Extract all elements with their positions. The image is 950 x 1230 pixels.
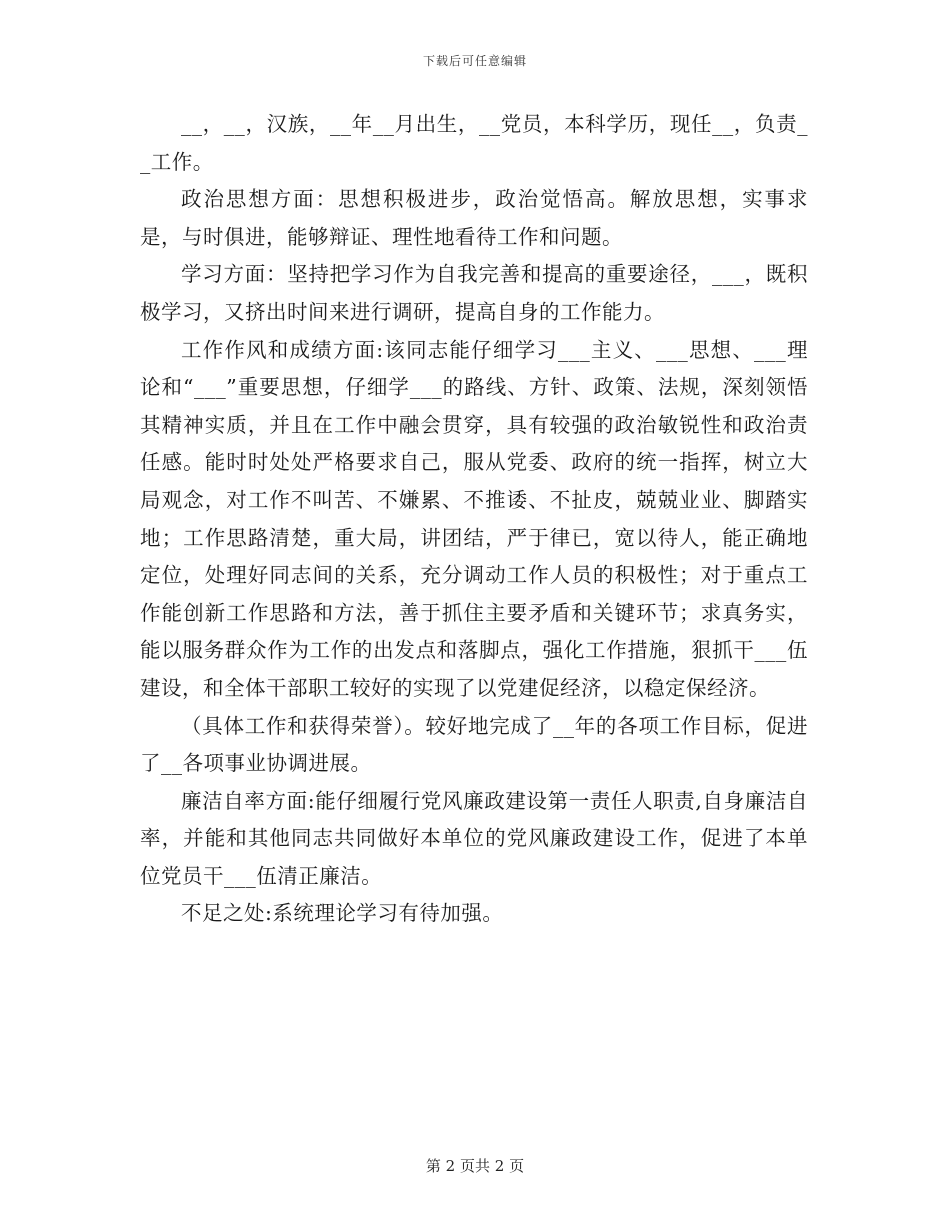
- page-header: 下载后可任意编辑: [422, 54, 527, 68]
- paragraph-achievements: （具体工作和获得荣誉）。较好地完成了__年的各项工作目标，促进了__各项事业协调进展。: [140, 713, 808, 776]
- paragraph-integrity: 廉洁自率方面:能仔细履行党风廉政建设第一责任人职责,自身廉洁自率，并能和其他同志共同做好本单位的党风廉政建设工作，促进了本单位党员干___伍清正廉洁。: [140, 788, 808, 888]
- document-body: [140, 106, 808, 933]
- paragraph-study: 学习方面：坚持把学习作为自我完善和提高的重要途径，___，既积极学习，又挤出时间来进行调研，提高自身的工作能力。: [140, 262, 808, 324]
- paragraph-personal-info: __，__，汉族，__年__月出生，__党员，本科学历，现任__，负责__工作。: [140, 112, 808, 174]
- paragraph-shortcomings: 不足之处:系统理论学习有待加强。: [181, 901, 504, 926]
- paragraph-political-thought: 政治思想方面：思想积极进步，政治觉悟高。解放思想，实事求是，与时俱进，能够辩证、理性地看待工作和问题。: [140, 187, 808, 249]
- page-footer: 第 2 页共 2 页: [425, 1157, 525, 1175]
- paragraph-work-style: 工作作风和成绩方面:该同志能仔细学习___主义、___思想、___理论和“___”重要思想，仔细学___的路线、方针、政策、法规，深刻领悟其精神实质，并且在工作中融会贯穿，具有较强的政治敏锐性和政治责任感。能时时处处严格要求自己，服从党委、政府的统一指挥，树立大局观念，对工作不叫苦、不嫌累、不推诿、不扯皮，兢兢业业、脚踏实地；工作思路清楚，重大局，讲团结，严于律已，宽以待人，能正确地定位，处理好同志间的关系，充分调动工作人员的积极性；对于重点工作能创新工作思路和方法，善于抓住主要矛盾和关键环节；求真务实，能以服务群众作为工作的出发点和落脚点，强化工作措施，狠抓干___伍建设，和全体干部职工较好的实现了以党建促经济，以稳定保经济。: [140, 337, 808, 700]
